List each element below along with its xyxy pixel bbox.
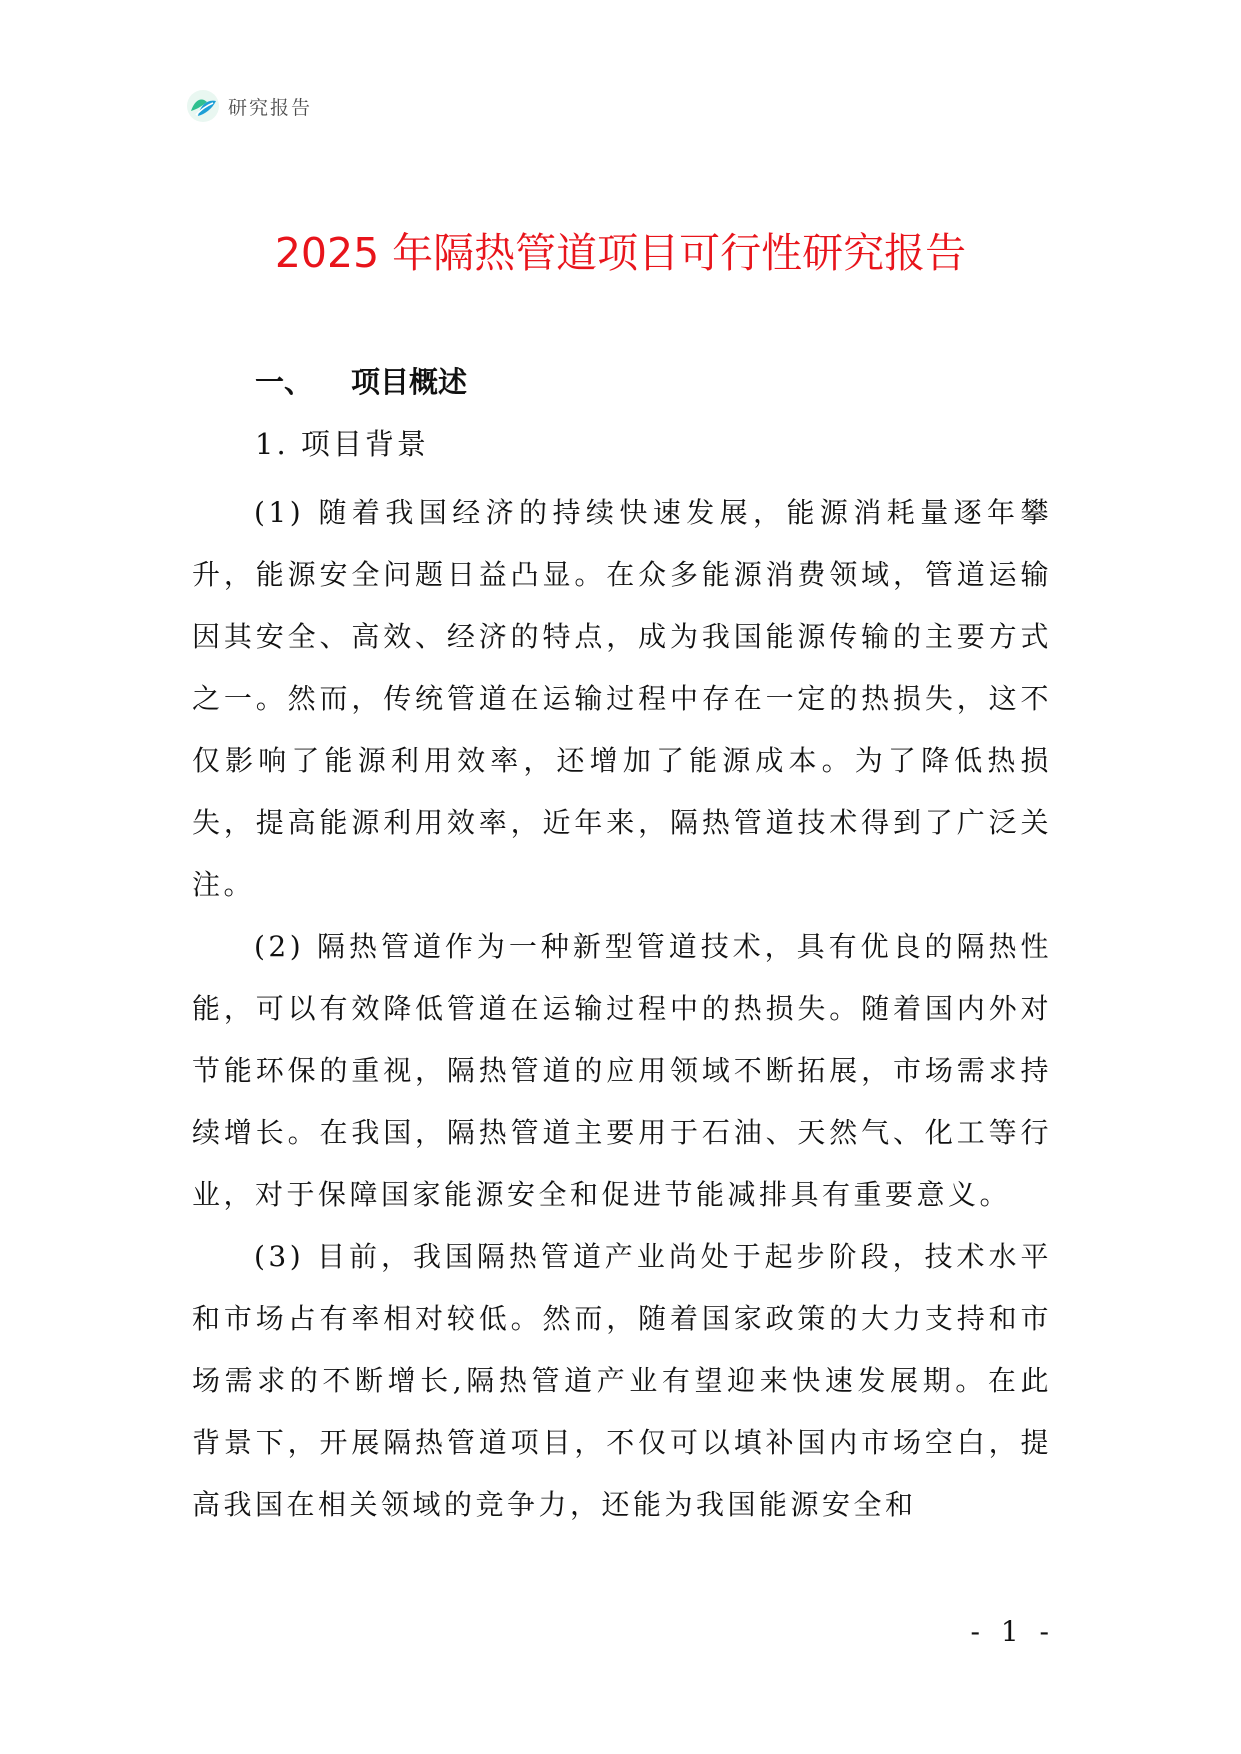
body-text xyxy=(192,482,1052,1536)
section-title: 项目概述 xyxy=(351,365,468,399)
page-title: 2025 年隔热管道项目可行性研究报告 xyxy=(274,229,967,277)
paragraph-2: (2) 隔热管道作为一种新型管道技术，具有优良的隔热性能，可以有效降低管道在运输过程中的热损失。随着国内外对节能环保的重视，隔热管道的应用领域不断拓展，市场需求持续增长。在我国，隔热管道主要用于石油、天然气、化工等行业，对于保障国家能源安全和促进节能减排具有重要意义。 xyxy=(192,930,1052,1211)
section-heading xyxy=(255,360,467,401)
section-number: 一、 xyxy=(255,365,314,399)
report-header xyxy=(186,88,312,124)
header-label: 研究报告 xyxy=(228,96,313,119)
subsection-heading: 1. 项目背景 xyxy=(255,427,429,461)
green-leaf-logo-icon xyxy=(186,89,220,123)
page-number: - 1 - xyxy=(970,1615,1055,1648)
paragraph-1: (1) 随着我国经济的持续快速发展，能源消耗量逐年攀升，能源安全问题日益凸显。在众多能源消费领域，管道运输因其安全、高效、经济的特点，成为我国能源传输的主要方式之一。然而，传统管道在运输过程中存在一定的热损失，这不仅影响了能源利用效率，还增加了能源成本。为了降低热损失，提高能源利用效率，近年来，隔热管道技术得到了广泛关注。 xyxy=(192,496,1052,901)
paragraph-3: (3) 目前，我国隔热管道产业尚处于起步阶段，技术水平和市场占有率相对较低。然而，随着国家政策的大力支持和市场需求的不断增长,隔热管道产业有望迎来快速发展期。在此背景下，开展隔热管道项目，不仅可以填补国内市场空白，提高我国在相关领域的竞争力，还能为我国能源安全和 xyxy=(192,1240,1052,1521)
